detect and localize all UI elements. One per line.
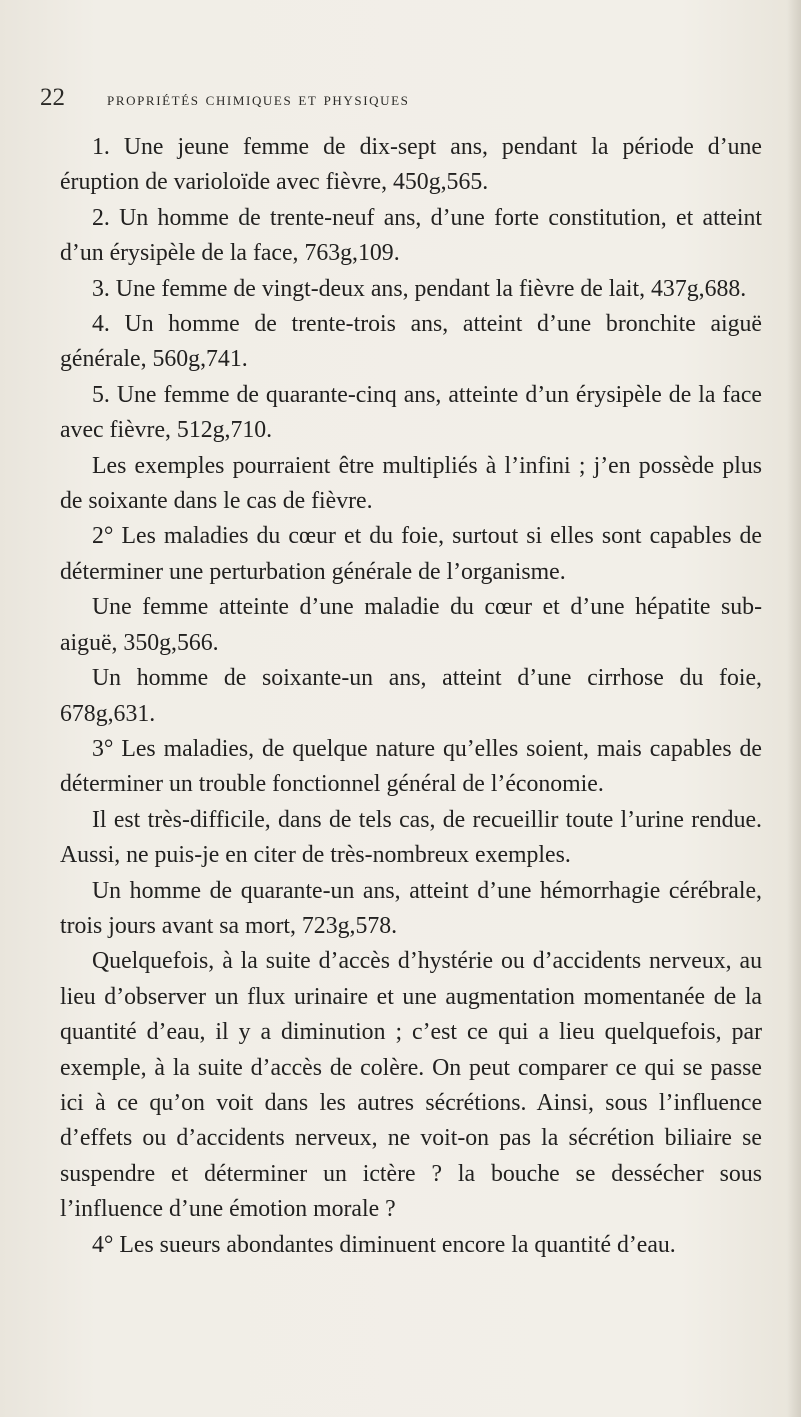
paragraph: Les exemples pourraient être multipliés à l’infini ; j’en possède plus de soixante dans le cas de fièvre. [60, 452, 762, 515]
paragraph: Un homme de soixante-un ans, atteint d’une cirrhose du foie, 678g,631. [60, 665, 762, 727]
running-title: propriétés chimiques et physiques [107, 89, 410, 109]
page-header [40, 84, 730, 124]
paragraph: 5. Une femme de quarante-cinq ans, atteinte d’un érysipèle de la face avec fièvre, 512g,710. [60, 381, 762, 444]
body-text [60, 130, 762, 1263]
paragraph: 2° Les maladies du cœur et du foie, surtout si elles sont capables de déterminer une perturbation générale de l’organisme. [60, 523, 762, 585]
paragraph: Un homme de quarante-un ans, atteint d’une hémorrhagie cérébrale, trois jours avant sa mort, 723g,578. [60, 877, 762, 939]
paragraph: 1. Une jeune femme de dix-sept ans, pendant la période d’une éruption de varioloïde avec fièvre, 450g,565. [60, 134, 762, 196]
page-edge-shadow [787, 0, 801, 1417]
page-number: 22 [40, 84, 65, 111]
paragraph: Une femme atteinte d’une maladie du cœur et d’une hépatite sub-aiguë, 350g,566. [60, 594, 762, 656]
paragraph: 4. Un homme de trente-trois ans, atteint d’une bronchite aiguë générale, 560g,741. [60, 311, 762, 373]
paragraph: 3° Les maladies, de quelque nature qu’elles soient, mais capables de déterminer un trouble fonctionnel général de l’économie. [60, 735, 762, 798]
paragraph: 2. Un homme de trente-neuf ans, d’une forte constitution, et atteint d’un érysipèle de la face, 763g,109. [60, 204, 762, 267]
paragraph: Il est très-difficile, dans de tels cas, de recueillir toute l’urine rendue. Aussi, ne puis-je en citer de très-nombreux exemples. [60, 806, 762, 869]
paragraph: 3. Une femme de vingt-deux ans, pendant la fièvre de lait, 437g,688. [92, 275, 747, 302]
paragraph: Quelquefois, à la suite d’accès d’hystérie ou d’accidents nerveux, au lieu d’observer un flux urinaire et une augmentation momentanée de la quantité d’eau, il y a diminution ; c’est ce qui a lieu quelquefois, par exemple, à la suite d’accès de colère. On peut comparer ce qui se passe ici à ce qu’on voit dans les autres sécrétions. Ainsi, sous l’influence d’effets ou d’accidents nerveux, ne voit-on pas la sécrétion biliaire se suspendre et déterminer un ictère ? la bouche se dessécher sous l’influence d’une émotion morale ? [60, 948, 762, 1223]
paragraph: 4° Les sueurs abondantes diminuent encore la quantité d’eau. [92, 1231, 676, 1258]
